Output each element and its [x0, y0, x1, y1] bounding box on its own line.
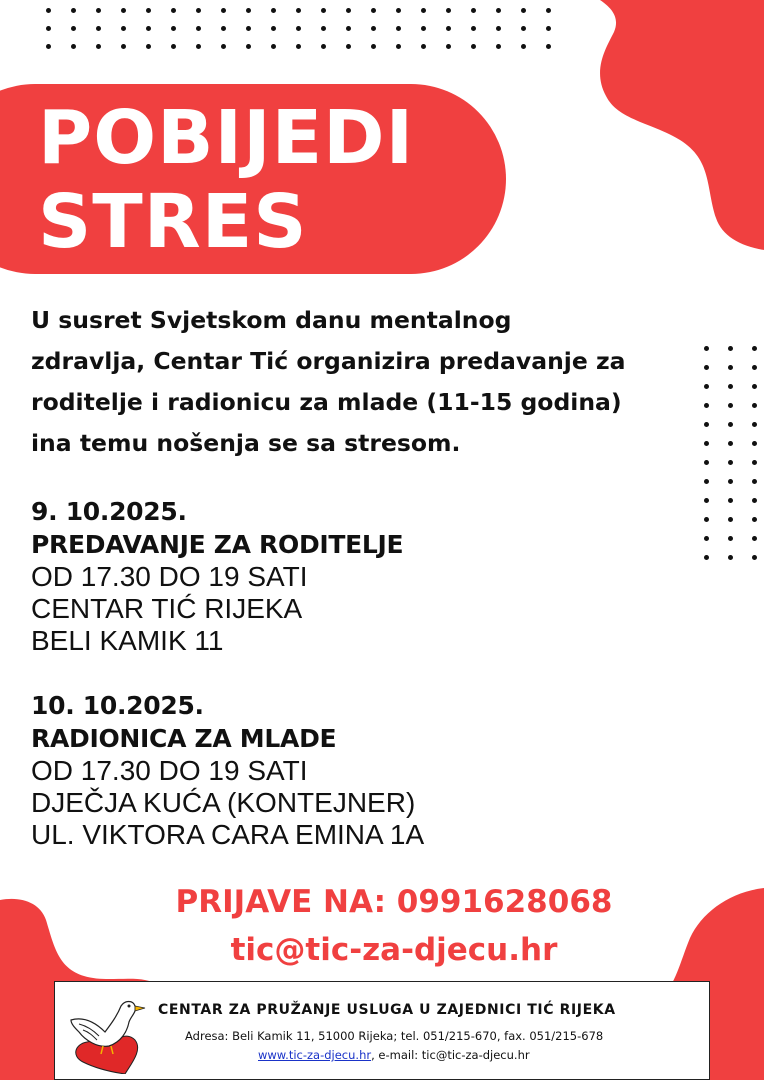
footer-address: Adresa: Beli Kamik 11, 51000 Rijeka; tel. 051/215-670, fax. 051/215-678	[185, 1029, 604, 1043]
decorative-dot	[728, 498, 733, 503]
intro-paragraph	[31, 300, 681, 464]
decorative-dot	[371, 8, 376, 13]
intro-line-2: zdravlja, Centar Tić organizira predavanje za	[31, 347, 626, 375]
decorative-dot	[71, 26, 76, 31]
decorative-dot	[171, 44, 176, 49]
decorative-dot	[246, 44, 251, 49]
decorative-dot	[221, 44, 226, 49]
decorative-dot	[96, 8, 101, 13]
decorative-dot	[446, 8, 451, 13]
decorative-dot	[371, 26, 376, 31]
decorative-dot	[371, 44, 376, 49]
decorative-dot	[321, 8, 326, 13]
decorative-dot	[728, 346, 733, 351]
decorative-dot	[752, 460, 757, 465]
decorative-dot	[246, 8, 251, 13]
decorative-dot	[704, 460, 709, 465]
decorative-dot	[346, 26, 351, 31]
event-place: DJEČJA KUĆA (KONTEJNER)	[31, 787, 416, 818]
decorative-dot	[71, 44, 76, 49]
footer-email: , e-mail: tic@tic-za-djecu.hr	[371, 1048, 530, 1062]
decorative-dot	[271, 26, 276, 31]
decorative-dot	[704, 498, 709, 503]
event-place: CENTAR TIĆ RIJEKA	[31, 593, 303, 624]
decorative-dot	[704, 536, 709, 541]
decorative-dot	[446, 44, 451, 49]
decorative-dot	[171, 26, 176, 31]
decorative-dot	[146, 26, 151, 31]
event-name: RADIONICA ZA MLADE	[31, 724, 337, 753]
decorative-dot	[346, 44, 351, 49]
decorative-dot	[546, 44, 551, 49]
intro-line-1: U susret Svjetskom danu mentalnog	[31, 306, 512, 334]
decorative-dot	[752, 403, 757, 408]
decorative-dot	[46, 26, 51, 31]
logo-bird-eye	[128, 1005, 131, 1008]
decorative-dot	[146, 44, 151, 49]
decorative-dot	[752, 384, 757, 389]
decorative-dot	[546, 26, 551, 31]
decorative-dot	[121, 44, 126, 49]
decorative-dot	[196, 8, 201, 13]
decorative-dot	[146, 8, 151, 13]
intro-line-4: ina temu nošenja se sa stresom.	[31, 429, 461, 457]
decorative-dot	[728, 441, 733, 446]
decorative-dot	[496, 8, 501, 13]
event-date: 9. 10.2025.	[31, 497, 187, 526]
decorative-dot	[496, 26, 501, 31]
decorative-dot	[546, 8, 551, 13]
bird-on-heart-logo-icon	[65, 994, 153, 1074]
decorative-dot	[704, 403, 709, 408]
red-blob-top-right-shape	[600, 0, 764, 250]
decorative-dot	[46, 44, 51, 49]
event-parents-lecture	[31, 495, 403, 657]
signup-email: tic@tic-za-djecu.hr	[230, 932, 558, 968]
decorative-dot	[171, 8, 176, 13]
decorative-dot	[471, 44, 476, 49]
decorative-dot	[196, 44, 201, 49]
decorative-dot	[396, 26, 401, 31]
decorative-dot	[296, 26, 301, 31]
decorative-dot	[96, 44, 101, 49]
decorative-dot	[752, 555, 757, 560]
decorative-dot	[752, 346, 757, 351]
decorative-dot	[728, 479, 733, 484]
decorative-dot	[752, 498, 757, 503]
decorative-dot	[521, 26, 526, 31]
footer-organization: CENTAR ZA PRUŽANJE USLUGA U ZAJEDNICI TIĆ RIJEKA	[158, 1002, 616, 1018]
decorative-dot	[728, 403, 733, 408]
decorative-dot	[728, 384, 733, 389]
decorative-dot	[271, 8, 276, 13]
decorative-dot	[704, 555, 709, 560]
decorative-dot	[752, 365, 757, 370]
decorative-dot	[704, 384, 709, 389]
title-line-1: POBIJEDI	[38, 95, 415, 181]
decorative-dot	[321, 26, 326, 31]
event-name: PREDAVANJE ZA RODITELJE	[31, 530, 404, 559]
event-date: 10. 10.2025.	[31, 691, 204, 720]
decorative-dot	[271, 44, 276, 49]
decorative-dot	[471, 26, 476, 31]
decorative-dot	[704, 365, 709, 370]
decorative-dot	[221, 8, 226, 13]
website-link[interactable]: www.tic-za-djecu.hr	[258, 1048, 372, 1062]
dot-pattern-top	[46, 8, 551, 49]
decorative-dot	[752, 479, 757, 484]
decorative-dot	[96, 26, 101, 31]
decorative-dot	[396, 8, 401, 13]
decorative-dot	[704, 346, 709, 351]
decorative-dot	[752, 422, 757, 427]
intro-line-3: roditelje i radionicu za mlade (11-15 godina)	[31, 388, 622, 416]
decorative-dot	[728, 365, 733, 370]
event-address: BELI KAMIK 11	[31, 625, 224, 656]
decorative-dot	[121, 26, 126, 31]
decorative-dot	[704, 517, 709, 522]
logo-bird-beak	[135, 1006, 145, 1011]
decorative-dot	[396, 44, 401, 49]
decorative-dot	[728, 422, 733, 427]
decorative-dot	[46, 8, 51, 13]
event-address: UL. VIKTORA CARA EMINA 1A	[31, 819, 425, 850]
decorative-dot	[728, 555, 733, 560]
decorative-dot	[221, 26, 226, 31]
decorative-dot	[752, 517, 757, 522]
decorative-dot	[121, 8, 126, 13]
decorative-dot	[496, 44, 501, 49]
decorative-dot	[704, 479, 709, 484]
decorative-dot	[421, 26, 426, 31]
decorative-dot	[704, 441, 709, 446]
decorative-dot	[471, 8, 476, 13]
decorative-dot	[752, 536, 757, 541]
decorative-dot	[728, 536, 733, 541]
decorative-dot	[196, 26, 201, 31]
decorative-dot	[321, 44, 326, 49]
signup-phone: PRIJAVE NA: 0991628068	[175, 884, 613, 920]
decorative-dot	[728, 517, 733, 522]
event-time: OD 17.30 DO 19 SATI	[31, 561, 308, 592]
decorative-dot	[704, 422, 709, 427]
decorative-dot	[246, 26, 251, 31]
decorative-dot	[728, 460, 733, 465]
decorative-dot	[71, 8, 76, 13]
dot-pattern-right	[704, 346, 757, 560]
decorative-dot	[521, 8, 526, 13]
footer-card	[54, 981, 710, 1080]
page-title	[38, 96, 414, 264]
decorative-dot	[346, 8, 351, 13]
decorative-dot	[521, 44, 526, 49]
decorative-dot	[296, 8, 301, 13]
decorative-dot	[421, 44, 426, 49]
decorative-dot	[446, 26, 451, 31]
event-time: OD 17.30 DO 19 SATI	[31, 755, 308, 786]
decorative-dot	[421, 8, 426, 13]
decorative-dot	[752, 441, 757, 446]
event-youth-workshop	[31, 689, 424, 851]
title-line-2: STRES	[38, 179, 308, 265]
footer-contact	[258, 1048, 530, 1062]
decorative-dot	[296, 44, 301, 49]
